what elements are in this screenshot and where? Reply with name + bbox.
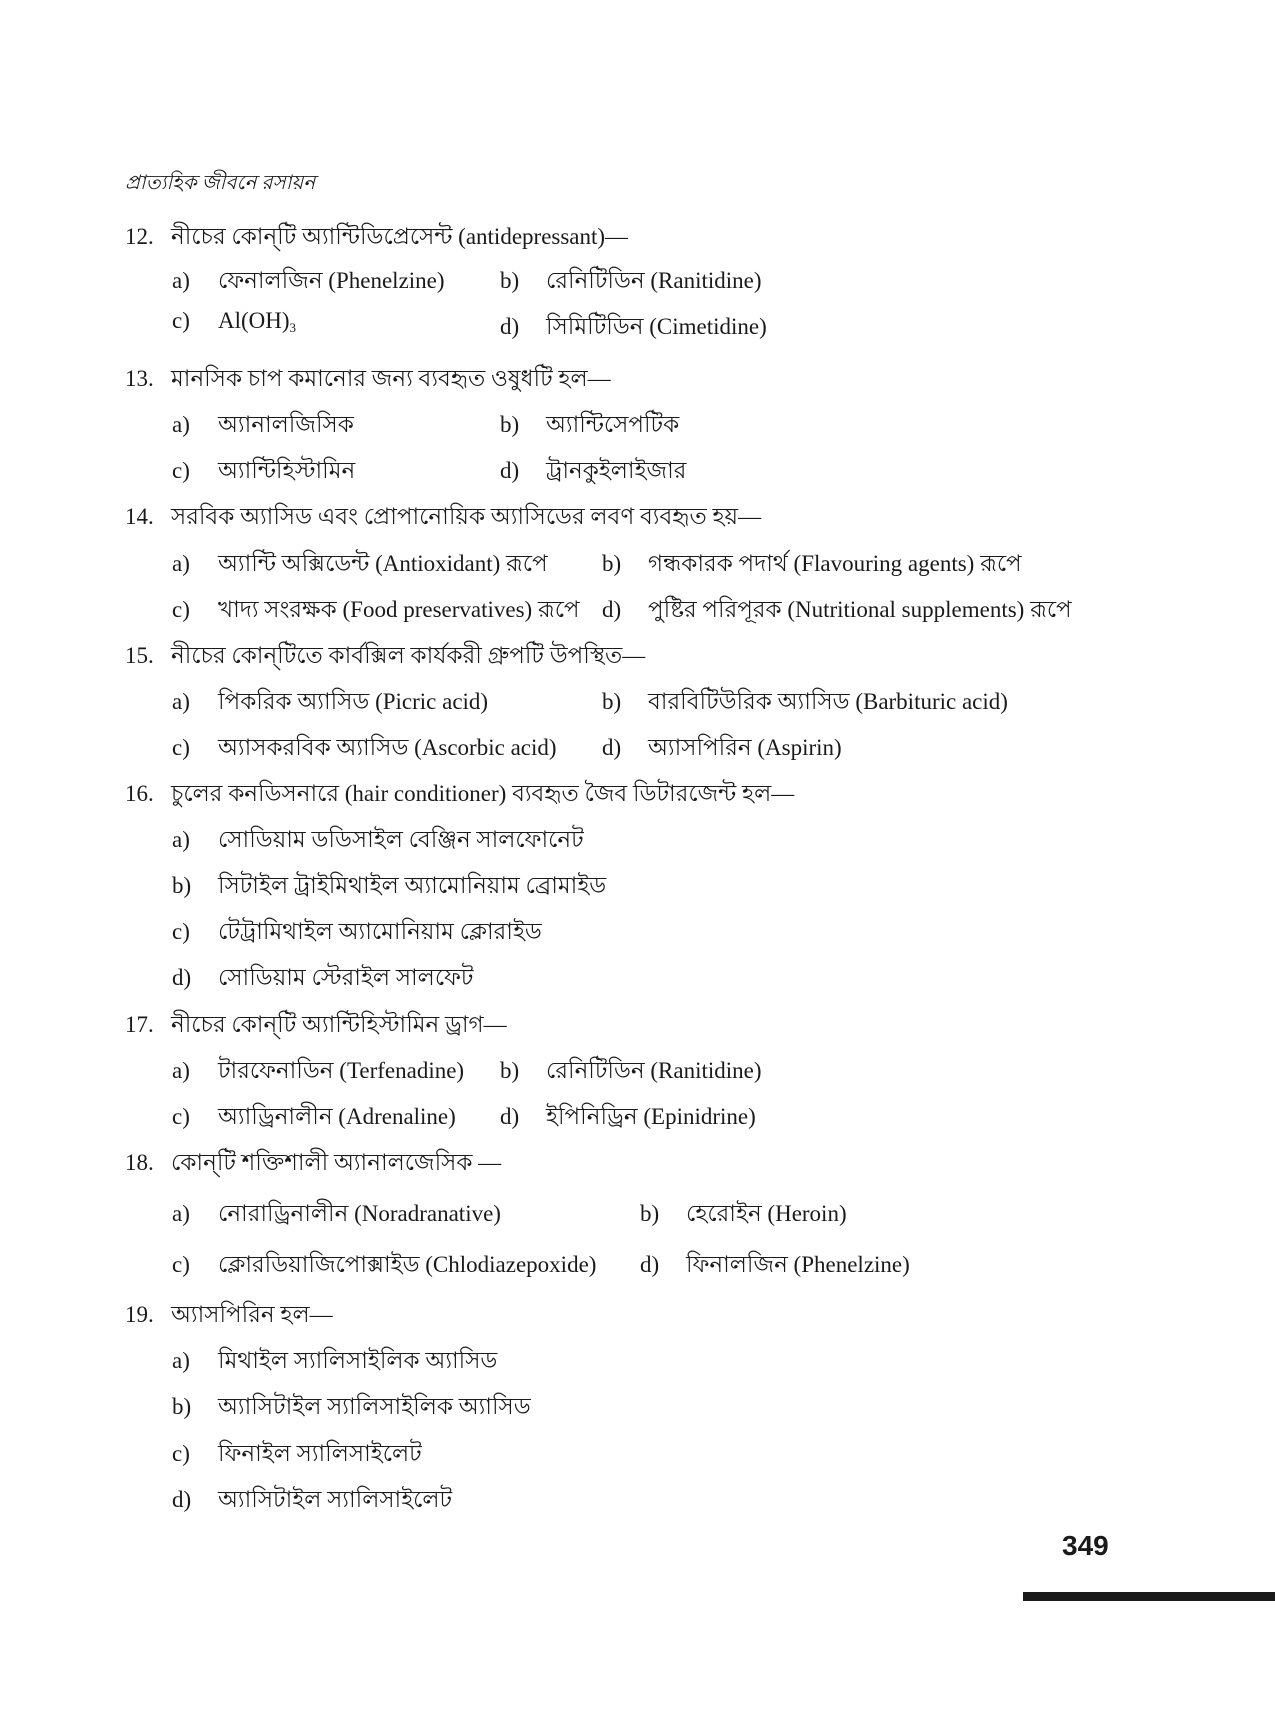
- option-text: অ্যানালজিসিক: [218, 412, 354, 437]
- option-label: b): [602, 551, 622, 576]
- option-label: d): [172, 1487, 192, 1512]
- question-12: [125, 218, 628, 257]
- option-text: অ্যাসপিরিন (Aspirin): [648, 735, 842, 760]
- option-label: c): [172, 919, 190, 944]
- option-12-d: [500, 308, 767, 347]
- option-14-c: [172, 591, 580, 630]
- option-text: রেনিটিডিন (Ranitidine): [546, 268, 762, 293]
- option-text: অ্যাসিটাইল স্যালিসাইলেট: [218, 1487, 453, 1512]
- option-19-a: [172, 1342, 497, 1381]
- option-label: a): [172, 1348, 190, 1373]
- option-label: d): [172, 965, 192, 990]
- question-number: 15.: [125, 643, 154, 668]
- question-text: নীচের কোন্‌টি অ্যান্টিডিপ্রেসেন্ট (antidepressant)—: [171, 224, 629, 249]
- option-text: সিমিটিডিন (Cimetidine): [546, 314, 767, 339]
- option-label: d): [500, 1104, 520, 1129]
- option-label: b): [500, 268, 520, 293]
- option-label: d): [500, 314, 520, 339]
- option-15-c: [172, 729, 557, 768]
- question-number: 19.: [125, 1302, 154, 1327]
- option-text: ইপিনিড্রিন (Epinidrine): [546, 1104, 756, 1129]
- option-18-c: [172, 1246, 596, 1285]
- option-label: c): [172, 1252, 190, 1277]
- option-text: সিটাইল ট্রাইমিথাইল অ্যামোনিয়াম ব্রোমাইড: [218, 873, 607, 898]
- option-text: অ্যাসকরবিক অ্যাসিড (Ascorbic acid): [218, 735, 557, 760]
- question-number: 18.: [125, 1150, 154, 1175]
- option-14-a: [172, 545, 548, 584]
- option-text: পুষ্টির পরিপূরক (Nutritional supplements) রূপে: [648, 597, 1072, 622]
- option-text: অ্যাসিটাইল স্যালিসাইলিক অ্যাসিড: [218, 1394, 531, 1419]
- question-13: [125, 360, 611, 399]
- option-14-b: [602, 545, 1022, 584]
- option-text: ক্লোরডিয়াজিপোক্সাইড (Chlodiazepoxide): [218, 1252, 597, 1277]
- option-text: মিথাইল স্যালিসাইলিক অ্যাসিড: [218, 1348, 498, 1373]
- option-text: ফিনাইল স্যালিসাইলেট: [218, 1441, 422, 1466]
- option-label: a): [172, 689, 190, 714]
- option-label: d): [500, 458, 520, 483]
- option-text: ট্রানকুইলাইজার: [546, 458, 687, 483]
- option-label: c): [172, 308, 190, 333]
- question-text: নীচের কোন্‌টিতে কার্বক্সিল কার্যকরী গ্রুপটি উপস্থিত—: [171, 643, 646, 668]
- option-text: অ্যান্টিহিস্টামিন: [218, 458, 356, 483]
- option-13-d: [500, 452, 686, 491]
- question-number: 14.: [125, 504, 154, 529]
- option-label: a): [172, 1058, 190, 1083]
- question-16: [125, 775, 794, 814]
- option-label: d): [640, 1252, 660, 1277]
- option-text: অ্যান্টিসেপটিক: [546, 412, 680, 437]
- option-17-d: [500, 1098, 756, 1137]
- option-label: b): [500, 412, 520, 437]
- option-text: খাদ্য সংরক্ষক (Food preservatives) রূপে: [218, 597, 580, 622]
- option-text: ফেনালজিন (Phenelzine): [218, 268, 445, 293]
- option-label: d): [602, 597, 622, 622]
- option-label: a): [172, 412, 190, 437]
- option-12-b: [500, 262, 762, 301]
- option-label: c): [172, 1441, 190, 1466]
- option-text: রেনিটিডিন (Ranitidine): [546, 1058, 762, 1083]
- option-label: c): [172, 597, 190, 622]
- question-text: অ্যাসপিরিন হল—: [171, 1302, 333, 1327]
- option-text: হেরোইন (Heroin): [686, 1201, 847, 1226]
- option-label: b): [500, 1058, 520, 1083]
- option-17-a: [172, 1052, 464, 1091]
- option-17-b: [500, 1052, 762, 1091]
- option-19-c: [172, 1435, 422, 1474]
- question-18: [125, 1144, 501, 1183]
- option-text: ফিনালজিন (Phenelzine): [686, 1252, 910, 1277]
- option-13-b: [500, 406, 679, 445]
- option-text: সোডিয়াম ডডিসাইল বেঞ্জিন সালফোনেট: [218, 827, 584, 852]
- option-13-a: [172, 406, 354, 445]
- option-text: টারফেনাডিন (Terfenadine): [218, 1058, 465, 1083]
- option-17-c: [172, 1098, 456, 1137]
- option-label: c): [172, 458, 190, 483]
- question-number: 17.: [125, 1012, 154, 1037]
- option-text: অ্যাড্রিনালীন (Adrenaline): [218, 1104, 456, 1129]
- page-number: 349: [1062, 1530, 1109, 1561]
- option-label: a): [172, 827, 190, 852]
- question-19: [125, 1296, 333, 1335]
- question-text: কোন্‌টি শক্তিশালী অ্যানালজেসিক —: [171, 1150, 502, 1175]
- question-15: [125, 637, 645, 676]
- question-text: মানসিক চাপ কমানোর জন্য ব্যবহৃত ওষুধটি হল—: [171, 366, 611, 391]
- option-12-c: [172, 308, 296, 336]
- option-label: b): [640, 1201, 660, 1226]
- option-label: b): [172, 873, 192, 898]
- option-16-a: [172, 821, 584, 860]
- footer-rule: [1023, 1592, 1275, 1601]
- option-12-a: [172, 262, 445, 301]
- question-14: [125, 498, 761, 537]
- option-16-b: [172, 867, 606, 906]
- option-18-a: [172, 1195, 501, 1234]
- question-number: 12.: [125, 224, 154, 249]
- option-text: অ্যান্টি অক্সিডেন্ট (Antioxidant) রূপে: [218, 551, 548, 576]
- option-18-b: [640, 1195, 847, 1234]
- option-19-d: [172, 1481, 452, 1520]
- option-text: গন্ধকারক পদার্থ (Flavouring agents) রূপে: [648, 551, 1022, 576]
- option-15-d: [602, 729, 842, 768]
- question-number: 16.: [125, 781, 154, 806]
- option-label: a): [172, 1201, 190, 1226]
- option-text: পিকরিক অ্যাসিড (Picric acid): [218, 689, 489, 714]
- running-header: প্রাত্যহিক জীবনে রসায়ন: [125, 172, 316, 194]
- question-number: 13.: [125, 366, 154, 391]
- option-text: নোরাড্রিনালীন (Noradranative): [218, 1201, 501, 1226]
- option-16-c: [172, 913, 542, 952]
- option-label: a): [172, 551, 190, 576]
- option-18-d: [640, 1246, 910, 1285]
- option-15-b: [602, 683, 1008, 722]
- option-label: a): [172, 268, 190, 293]
- question-17: [125, 1006, 507, 1045]
- option-text: সোডিয়াম স্টেরাইল সালফেট: [218, 965, 474, 990]
- option-text: বারবিটিউরিক অ্যাসিড (Barbituric acid): [648, 689, 1008, 714]
- option-19-b: [172, 1388, 531, 1427]
- option-14-d: [602, 591, 1072, 630]
- option-label: b): [172, 1394, 192, 1419]
- option-16-d: [172, 959, 473, 998]
- question-text: চুলের কনডিসনারে (hair conditioner) ব্যবহৃত জৈব ডিটারজেন্ট হল—: [171, 781, 795, 806]
- option-label: c): [172, 735, 190, 760]
- question-text: নীচের কোন্‌টি অ্যান্টিহিস্টামিন ড্রাগ—: [171, 1012, 507, 1037]
- option-label: d): [602, 735, 622, 760]
- option-text: Al(OH): [218, 308, 290, 333]
- question-text: সরবিক অ্যাসিড এবং প্রোপানোয়িক অ্যাসিডের লবণ ব্যবহৃত হয়—: [171, 504, 762, 529]
- option-13-c: [172, 452, 355, 491]
- option-text: টেট্রামিথাইল অ্যামোনিয়াম ক্লোরাইড: [218, 919, 542, 944]
- subscript: 3: [289, 320, 297, 335]
- option-15-a: [172, 683, 488, 722]
- option-label: c): [172, 1104, 190, 1129]
- option-label: b): [602, 689, 622, 714]
